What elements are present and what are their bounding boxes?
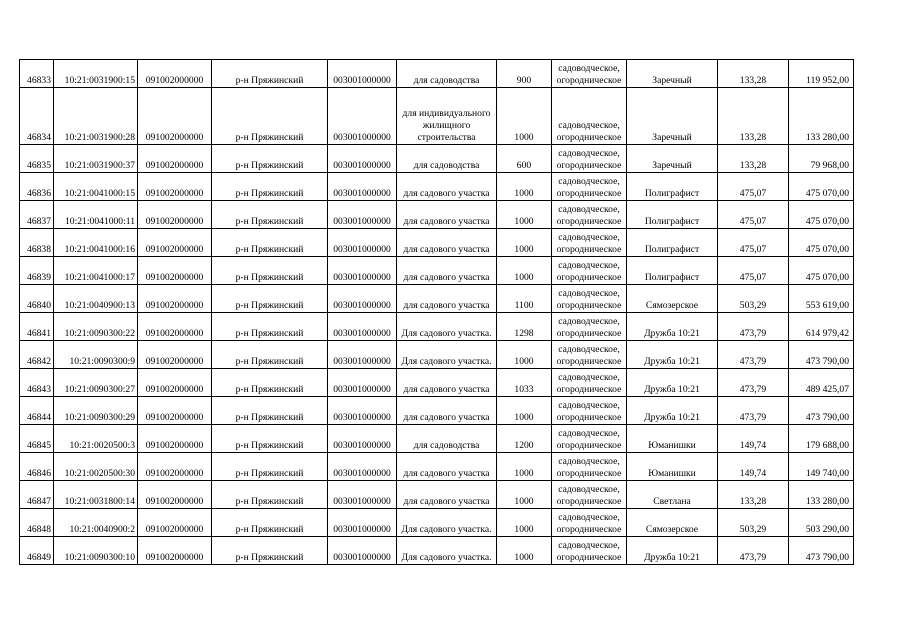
location-name: Заречный [627,60,718,88]
location-name: Светлана [627,481,718,509]
cadastral-value: 133 280,00 [789,481,854,509]
location-name: Юманишки [627,453,718,481]
category-text: садоводческое, огородническое [552,229,627,257]
okato-code: 091002000000 [138,145,212,173]
unit-rate: 133,28 [718,88,789,145]
unit-rate: 133,28 [718,145,789,173]
unit-rate: 473,79 [718,397,789,425]
location-name: Дружба 10:21 [627,397,718,425]
location-name: Дружба 10:21 [627,537,718,565]
cadastral-value: 79 968,00 [789,145,854,173]
unit-rate: 475,07 [718,257,789,285]
row-number: 46846 [20,453,54,481]
table-row [20,145,854,173]
cadastral-value: 475 070,00 [789,201,854,229]
cadastral-number: 10:21:0041000:17 [54,257,138,285]
land-cadastre-table [19,59,854,565]
okato-code: 091002000000 [138,397,212,425]
classifier-code: 003001000000 [328,229,397,257]
permitted-use: для садового участка [397,397,497,425]
row-number: 46849 [20,537,54,565]
cadastral-value: 179 688,00 [789,425,854,453]
district-name: р-н Пряжинский [212,229,328,257]
cadastral-number: 10:21:0040900:2 [54,509,138,537]
area-value: 1000 [497,509,552,537]
okato-code: 091002000000 [138,201,212,229]
table-row [20,173,854,201]
cadastral-number: 10:21:0031900:15 [54,60,138,88]
district-name: р-н Пряжинский [212,201,328,229]
unit-rate: 473,79 [718,341,789,369]
row-number: 46845 [20,425,54,453]
category-text: садоводческое, огородническое [552,173,627,201]
unit-rate: 475,07 [718,173,789,201]
cadastral-number: 10:21:0090300:22 [54,313,138,341]
location-name: Юманишки [627,425,718,453]
district-name: р-н Пряжинский [212,537,328,565]
table-row [20,425,854,453]
classifier-code: 003001000000 [328,509,397,537]
area-value: 1000 [497,481,552,509]
district-name: р-н Пряжинский [212,369,328,397]
row-number: 46834 [20,88,54,145]
okato-code: 091002000000 [138,453,212,481]
okato-code: 091002000000 [138,369,212,397]
area-value: 600 [497,145,552,173]
category-text: садоводческое, огородническое [552,285,627,313]
area-value: 1000 [497,257,552,285]
category-text: садоводческое, огородническое [552,425,627,453]
table-row [20,509,854,537]
cadastral-number: 10:21:0090300:27 [54,369,138,397]
unit-rate: 475,07 [718,201,789,229]
location-name: Сямозерское [627,509,718,537]
table-row [20,481,854,509]
location-name: Дружба 10:21 [627,313,718,341]
table-row [20,397,854,425]
permitted-use: для садового участка [397,285,497,313]
cadastral-number: 10:21:0020500:30 [54,453,138,481]
cadastral-number: 10:21:0031800:14 [54,481,138,509]
classifier-code: 003001000000 [328,537,397,565]
permitted-use: Для садового участка. [397,537,497,565]
permitted-use: для садового участка [397,453,497,481]
permitted-use: Для садового участка. [397,341,497,369]
category-text: садоводческое, огородническое [552,397,627,425]
category-text: садоводческое, огородническое [552,481,627,509]
permitted-use: для садового участка [397,369,497,397]
classifier-code: 003001000000 [328,201,397,229]
district-name: р-н Пряжинский [212,425,328,453]
permitted-use: для садоводства [397,145,497,173]
category-text: садоводческое, огородническое [552,509,627,537]
row-number: 46838 [20,229,54,257]
cadastral-number: 10:21:0041000:11 [54,201,138,229]
category-text: садоводческое, огородническое [552,369,627,397]
cadastral-number: 10:21:0090300:9 [54,341,138,369]
location-name: Полиграфист [627,229,718,257]
area-value: 1000 [497,537,552,565]
permitted-use: для садового участка [397,481,497,509]
cadastral-value: 473 790,00 [789,341,854,369]
okato-code: 091002000000 [138,229,212,257]
permitted-use: для садового участка [397,257,497,285]
classifier-code: 003001000000 [328,481,397,509]
okato-code: 091002000000 [138,509,212,537]
table-row [20,257,854,285]
district-name: р-н Пряжинский [212,481,328,509]
location-name: Полиграфист [627,257,718,285]
table-row [20,285,854,313]
district-name: р-н Пряжинский [212,257,328,285]
cadastral-value: 475 070,00 [789,257,854,285]
permitted-use: для садового участка [397,173,497,201]
table-row [20,537,854,565]
table-row [20,88,854,145]
cadastral-number: 10:21:0090300:10 [54,537,138,565]
permitted-use: для садового участка [397,229,497,257]
area-value: 1000 [497,397,552,425]
row-number: 46833 [20,60,54,88]
area-value: 1000 [497,229,552,257]
district-name: р-н Пряжинский [212,397,328,425]
cadastral-value: 475 070,00 [789,173,854,201]
unit-rate: 133,28 [718,481,789,509]
unit-rate: 475,07 [718,229,789,257]
classifier-code: 003001000000 [328,173,397,201]
row-number: 46840 [20,285,54,313]
unit-rate: 503,29 [718,509,789,537]
location-name: Сямозерское [627,285,718,313]
district-name: р-н Пряжинский [212,60,328,88]
row-number: 46844 [20,397,54,425]
permitted-use: для садового участка [397,201,497,229]
cadastral-number: 10:21:0031900:37 [54,145,138,173]
okato-code: 091002000000 [138,88,212,145]
district-name: р-н Пряжинский [212,509,328,537]
category-text: садоводческое, огородническое [552,537,627,565]
cadastral-value: 503 290,00 [789,509,854,537]
area-value: 1000 [497,341,552,369]
district-name: р-н Пряжинский [212,173,328,201]
area-value: 1298 [497,313,552,341]
cadastral-value: 119 952,00 [789,60,854,88]
row-number: 46843 [20,369,54,397]
location-name: Полиграфист [627,201,718,229]
location-name: Заречный [627,145,718,173]
cadastral-value: 473 790,00 [789,537,854,565]
okato-code: 091002000000 [138,425,212,453]
okato-code: 091002000000 [138,313,212,341]
category-text: садоводческое, огородническое [552,453,627,481]
cadastral-value: 475 070,00 [789,229,854,257]
location-name: Дружба 10:21 [627,341,718,369]
classifier-code: 003001000000 [328,369,397,397]
unit-rate: 149,74 [718,425,789,453]
area-value: 900 [497,60,552,88]
table-row [20,369,854,397]
classifier-code: 003001000000 [328,145,397,173]
table-row [20,313,854,341]
table-row [20,60,854,88]
area-value: 1000 [497,201,552,229]
category-text: садоводческое, огородническое [552,341,627,369]
okato-code: 091002000000 [138,60,212,88]
area-value: 1100 [497,285,552,313]
okato-code: 091002000000 [138,537,212,565]
cadastral-value: 133 280,00 [789,88,854,145]
permitted-use: Для садового участка. [397,313,497,341]
district-name: р-н Пряжинский [212,453,328,481]
classifier-code: 003001000000 [328,397,397,425]
row-number: 46847 [20,481,54,509]
table-row [20,341,854,369]
okato-code: 091002000000 [138,481,212,509]
table-row [20,201,854,229]
category-text: садоводческое, огородническое [552,88,627,145]
classifier-code: 003001000000 [328,257,397,285]
district-name: р-н Пряжинский [212,313,328,341]
okato-code: 091002000000 [138,285,212,313]
cadastral-value: 614 979,42 [789,313,854,341]
category-text: садоводческое, огородническое [552,201,627,229]
location-name: Заречный [627,88,718,145]
classifier-code: 003001000000 [328,88,397,145]
row-number: 46839 [20,257,54,285]
cadastral-value: 489 425,07 [789,369,854,397]
unit-rate: 473,79 [718,369,789,397]
permitted-use: для индивидуального жилищного строительства [397,88,497,145]
cadastral-number: 10:21:0020500:3 [54,425,138,453]
table-row [20,453,854,481]
classifier-code: 003001000000 [328,425,397,453]
classifier-code: 003001000000 [328,60,397,88]
area-value: 1000 [497,173,552,201]
district-name: р-н Пряжинский [212,145,328,173]
classifier-code: 003001000000 [328,341,397,369]
table-row [20,229,854,257]
cadastral-number: 10:21:0031900:28 [54,88,138,145]
permitted-use: Для садового участка. [397,509,497,537]
classifier-code: 003001000000 [328,285,397,313]
district-name: р-н Пряжинский [212,285,328,313]
okato-code: 091002000000 [138,257,212,285]
classifier-code: 003001000000 [328,453,397,481]
permitted-use: для садоводства [397,425,497,453]
unit-rate: 133,28 [718,60,789,88]
cadastral-value: 553 619,00 [789,285,854,313]
district-name: р-н Пряжинский [212,88,328,145]
row-number: 46841 [20,313,54,341]
cadastral-number: 10:21:0090300:29 [54,397,138,425]
area-value: 1000 [497,453,552,481]
cadastral-value: 149 740,00 [789,453,854,481]
okato-code: 091002000000 [138,341,212,369]
unit-rate: 149,74 [718,453,789,481]
area-value: 1000 [497,88,552,145]
row-number: 46837 [20,201,54,229]
row-number: 46842 [20,341,54,369]
cadastral-number: 10:21:0041000:16 [54,229,138,257]
permitted-use: для садоводства [397,60,497,88]
row-number: 46848 [20,509,54,537]
cadastral-number: 10:21:0040900:13 [54,285,138,313]
category-text: садоводческое, огородническое [552,257,627,285]
row-number: 46835 [20,145,54,173]
category-text: садоводческое, огородническое [552,60,627,88]
row-number: 46836 [20,173,54,201]
classifier-code: 003001000000 [328,313,397,341]
unit-rate: 503,29 [718,285,789,313]
location-name: Полиграфист [627,173,718,201]
category-text: садоводческое, огородническое [552,313,627,341]
unit-rate: 473,79 [718,537,789,565]
cadastral-value: 473 790,00 [789,397,854,425]
cadastral-number: 10:21:0041000:15 [54,173,138,201]
okato-code: 091002000000 [138,173,212,201]
area-value: 1033 [497,369,552,397]
category-text: садоводческое, огородническое [552,145,627,173]
unit-rate: 473,79 [718,313,789,341]
area-value: 1200 [497,425,552,453]
location-name: Дружба 10:21 [627,369,718,397]
district-name: р-н Пряжинский [212,341,328,369]
